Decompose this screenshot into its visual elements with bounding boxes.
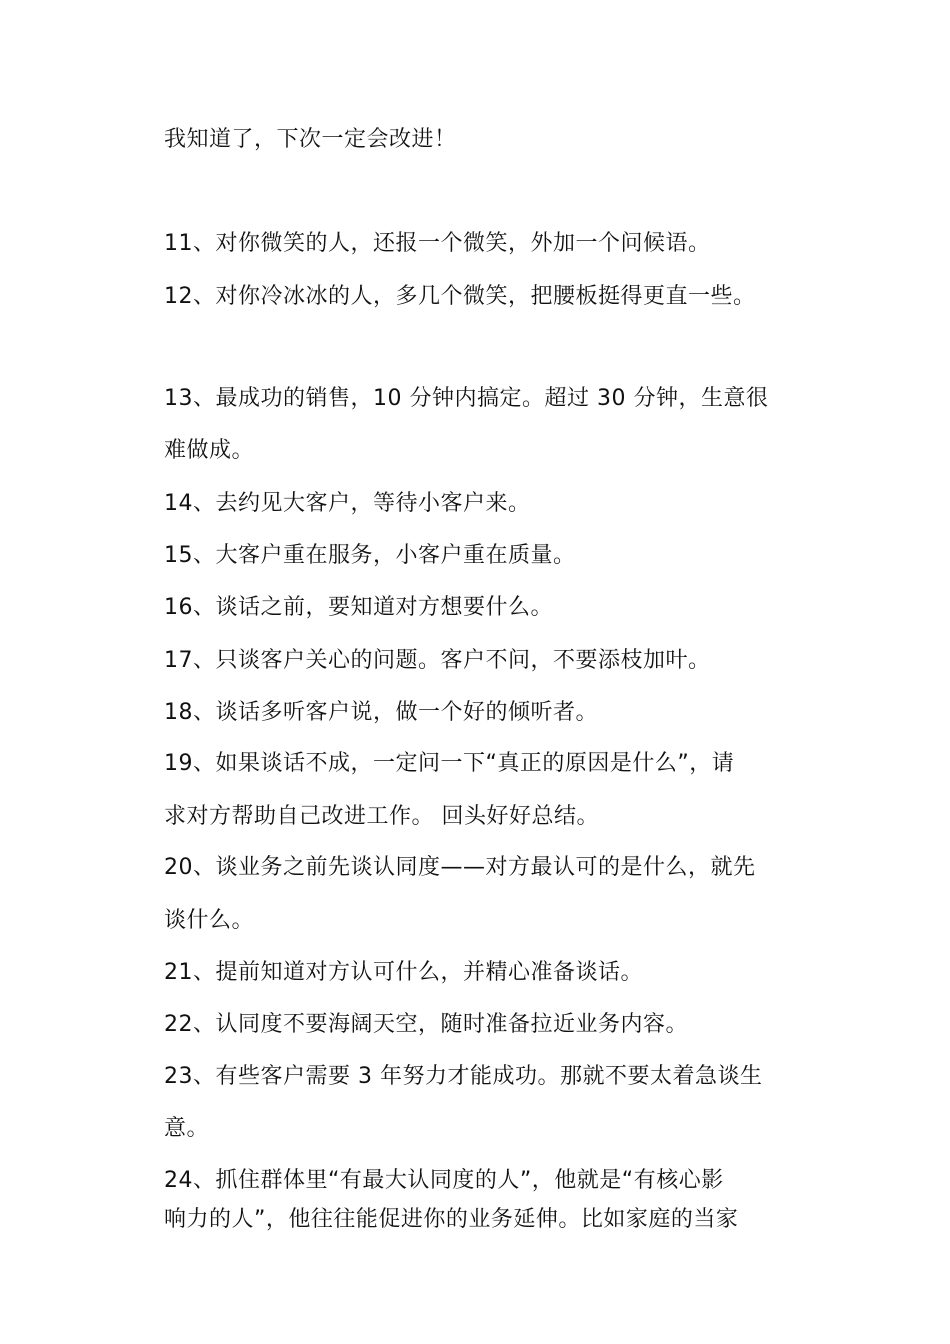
text-line: 响力的人”，他往往能促进你的业务延伸。比如家庭的当家 <box>164 1207 739 1232</box>
text-line: 12、对你冷冰冰的人，多几个微笑，把腰板挺得更直一些。 <box>164 284 756 309</box>
text-line: 21、提前知道对方认可什么，并精心准备谈话。 <box>164 960 643 985</box>
text-line: 23、有些客户需要 3 年努力才能成功。那就不要太着急谈生 <box>164 1064 763 1089</box>
text-line: 11、对你微笑的人，还报一个微笑，外加一个问候语。 <box>164 231 711 256</box>
text-line: 14、去约见大客户，等待小客户来。 <box>164 491 531 516</box>
text-line: 19、如果谈话不成，一定问一下“真正的原因是什么”，请 <box>164 751 735 776</box>
text-line: 我知道了，下次一定会改进！ <box>164 127 457 152</box>
text-line: 13、最成功的销售，10 分钟内搞定。超过 30 分钟，生意很 <box>164 386 769 411</box>
text-line: 17、只谈客户关心的问题。客户不问，不要添枝加叶。 <box>164 648 711 673</box>
text-line: 24、抓住群体里“有最大认同度的人”，他就是“有核心影 <box>164 1168 724 1193</box>
text-line: 20、谈业务之前先谈认同度——对方最认可的是什么，就先 <box>164 855 756 880</box>
text-line: 16、谈话之前，要知道对方想要什么。 <box>164 595 553 620</box>
text-line: 求对方帮助自己改进工作。 回头好好总结。 <box>164 804 599 829</box>
text-line: 意。 <box>164 1116 210 1141</box>
text-line: 15、大客户重在服务，小客户重在质量。 <box>164 543 576 568</box>
text-line: 18、谈话多听客户说，做一个好的倾听者。 <box>164 700 598 725</box>
text-line: 难做成。 <box>164 438 255 463</box>
text-line: 22、认同度不要海阔天空，随时准备拉近业务内容。 <box>164 1012 688 1037</box>
text-line: 谈什么。 <box>164 908 255 933</box>
